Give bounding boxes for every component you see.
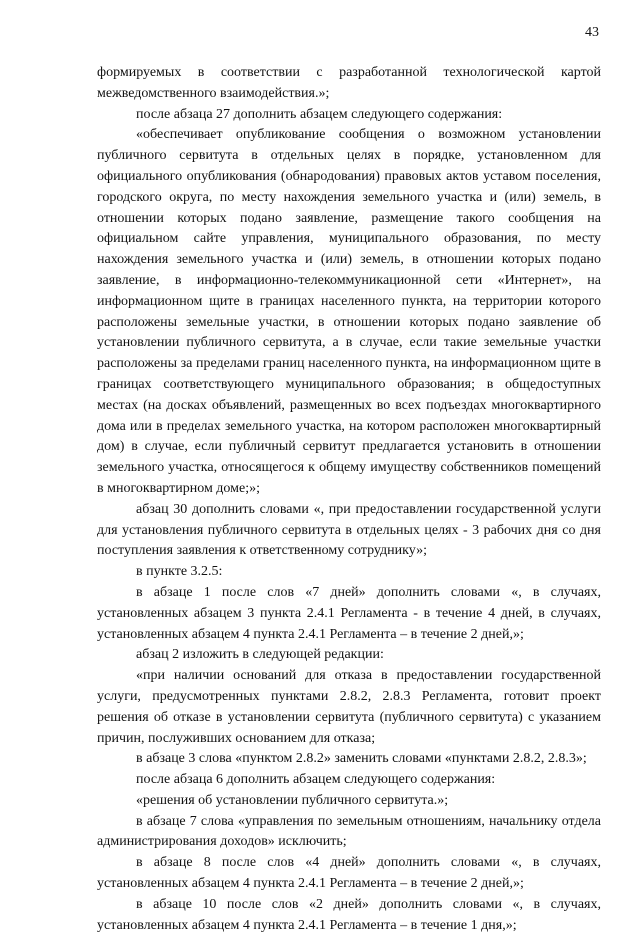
paragraph: «при наличии оснований для отказа в предоставлении государственной услуги, предусмотренных пунктами 2.8.2, 2.8.3 Регламента, готовит проект решения об отказе в установлении сервитута (публичного сервитута) с указанием причин, послуживших основанием для отказа;	[97, 668, 601, 746]
paragraph: в пункте 3.2.5:	[136, 564, 223, 580]
paragraph: в абзаце 8 после слов «4 дней» дополнить словами «, в случаях, установленных абзацем 4 пункта 2.4.1 Регламента – в течение 2 дней,»;	[97, 855, 601, 892]
document-body	[97, 63, 601, 936]
paragraph: «обеспечивает опубликование сообщения о возможном установлении публичного сервитута в отдельных целях в порядке, установленном для официального опубликования (обнародования) правовых актов уставом поселения, городского округа, по месту нахождения земельного участка и (или) земель, в отношении которых подано заявление, размещение такого сообщения на официальном сайте управления, муниципального образования, по месту нахождения земельного участка и (или) земель, в отношении которых подано заявление, в информационно-телекоммуникационной сети «Интернет», на информационном щите в границах населенного пункта, на территории которого расположены земельные участки, в отношении которых подано заявление об установлении публичного сервитута, а в случае, если такие земельные участки расположены за пределами границ населенного пункта, на информационном щите в границах соответствующего муниципального образования; в общедоступных местах (на досках объявлений, размещенных во всех подъездах многоквартирного дома или в пределах земельного участка, на котором расположен многоквартирный дом) в случае, если публичный сервитут предлагается установить в отношении земельного участка, относящегося к общему имуществу собственников помещений в многоквартирном доме;»;	[97, 127, 601, 496]
paragraph: в абзаце 7 слова «управления по земельным отношениям, начальнику отдела администрирования доходов» исключить;	[97, 813, 601, 850]
paragraph: формируемых в соответствии с разработанной технологической картой межведомственного взаимодействия.»;	[97, 65, 601, 101]
paragraph: «решения об установлении публичного сервитута.»;	[136, 792, 449, 808]
page-number: 43	[585, 25, 599, 40]
paragraph: абзац 30 дополнить словами «, при предоставлении государственной услуги для установления публичного сервитута в отдельных целях - 3 рабочих дня со дня поступления заявления к ответственному сотруднику»;	[97, 501, 601, 559]
paragraph: в абзаце 1 после слов «7 дней» дополнить словами «, в случаях, установленных абзацем 3 пункта 2.4.1 Регламента - в течение 4 дней, в случаях, установленных абзацем 4 пункта 2.4.1 Регламента – в течение 2 дней,»;	[97, 584, 601, 642]
paragraph: после абзаца 27 дополнить абзацем следующего содержания:	[136, 106, 503, 122]
paragraph: абзац 2 изложить в следующей редакции:	[136, 647, 384, 663]
paragraph: в абзаце 3 слова «пунктом 2.8.2» заменить словами «пунктами 2.8.2, 2.8.3»;	[136, 751, 587, 767]
paragraph: в абзаце 10 после слов «2 дней» дополнить словами «, в случаях, установленных абзацем 4 пункта 2.4.1 Регламента – в течение 1 дня,»;	[97, 896, 601, 933]
paragraph: после абзаца 6 дополнить абзацем следующего содержания:	[136, 772, 496, 788]
